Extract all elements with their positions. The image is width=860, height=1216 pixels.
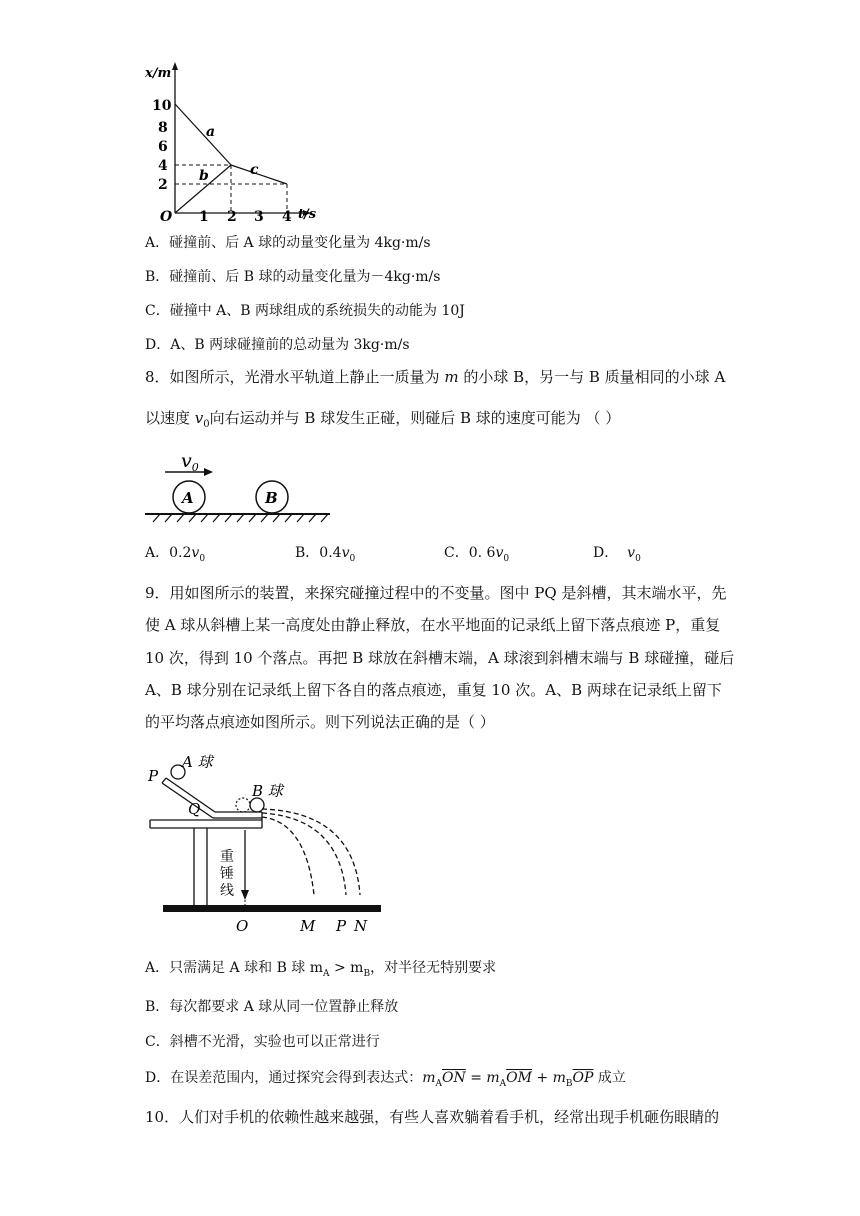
line-label-a: a (206, 124, 216, 140)
label-m: M (300, 917, 316, 935)
label-plumb-2: 锤 (220, 866, 234, 882)
q10-stem-line-1: 10．人们对手机的依赖性越来越强，有些人喜欢躺着看手机，经常出现手机砸伤眼睛的 (145, 1108, 720, 1126)
label-p-ground: P (336, 917, 347, 935)
ball-b-label: B (265, 489, 278, 507)
origin-label: O (160, 209, 173, 225)
q7-option-a: A．碰撞前、后 A 球的动量变化量为 4kg·m/s (145, 235, 431, 251)
q9-stem-line-3: 10 次，得到 10 个落点。再把 B 球放在斜槽末端，A 球滚到斜槽末端与 B 球碰撞，碰后 (145, 649, 735, 667)
label-a-ball: A 球 (182, 753, 213, 771)
y-axis-label: x/m (145, 66, 172, 81)
q9-stem-line-4: A、B 球分别在记录纸上留下各自的落点痕迹，重复 10 次。A、B 两球在记录纸上留下 (145, 681, 722, 699)
line-label-c: c (250, 162, 259, 178)
q9-option-c: C．斜槽不光滑，实验也可以正常进行 (145, 1034, 380, 1050)
v0-label: $v_0$ (181, 450, 199, 474)
q7-option-c: C．碰撞中 A、B 两球组成的系统损失的动能为 10J (145, 303, 465, 319)
q9-option-b: B．每次都要求 A 球从同一位置静止释放 (145, 999, 399, 1015)
x-tick: 3 (254, 209, 264, 225)
q9-stem-line-2: 使 A 球从斜槽上某一高度处由静止释放，在水平地面的记录纸上留下落点痕迹 P，重复 (145, 616, 721, 634)
collision-track-figure (140, 446, 335, 526)
line-label-b: b (199, 168, 209, 184)
q8-option-d: D． $v_0$ (593, 545, 641, 564)
x-axis-label: t/s (298, 207, 317, 222)
y-tick: 6 (158, 139, 168, 155)
xt-graph (140, 58, 330, 226)
collision-apparatus-figure (140, 745, 390, 940)
q8-option-c: C．0. $6v_0$ (444, 545, 510, 564)
label-plumb-3: 线 (220, 883, 234, 899)
x-tick: 4 (282, 209, 292, 225)
q9-option-d: D．在误差范围内，通过探究会得到表达式：$m_A\overline{ON} = m_A\overline{OM} + m_B\overline{OP}$ 成立 (145, 1070, 626, 1089)
y-tick: 2 (158, 177, 168, 193)
label-q: Q (188, 800, 201, 818)
q9-option-a: A．只需满足 A 球和 B 球 $m_A > m_B$，对半径无特别要求 (145, 960, 497, 979)
q9-stem-line-5: 的平均落点痕迹如图所示。则下列说法正确的是（ ） (145, 713, 495, 731)
q8-option-a: A．$0.2v_0$ (145, 545, 206, 564)
q8-option-b: B．$0.4v_0$ (295, 545, 356, 564)
y-tick: 8 (158, 120, 168, 136)
label-plumb-1: 重 (220, 849, 234, 865)
y-tick: 4 (158, 158, 168, 174)
label-o: O (236, 917, 249, 935)
x-tick: 1 (199, 209, 209, 225)
label-n: N (354, 917, 368, 935)
y-tick: 10 (152, 98, 172, 114)
q7-option-b: B．碰撞前、后 B 球的动量变化量为－4kg·m/s (145, 269, 441, 285)
label-b-ball: B 球 (252, 782, 283, 800)
ball-a-label: A (182, 489, 194, 507)
q9-stem-line-1: 9．用如图所示的装置，来探究碰撞过程中的不变量。图中 PQ 是斜槽，其末端水平，先 (145, 584, 727, 602)
label-p-top: P (148, 767, 159, 785)
q7-option-d: D．A、B 两球碰撞前的总动量为 3kg·m/s (145, 337, 410, 353)
q8-stem-line-2: 以速度 $v_0$向右运动并与 B 球发生正碰，则碰后 B 球的速度可能为 （ ） (145, 409, 621, 430)
x-tick: 2 (227, 209, 237, 225)
q8-stem-line-1: 8．如图所示，光滑水平轨道上静止一质量为 m 的小球 B，另一与 B 质量相同的小球 A (145, 368, 726, 386)
